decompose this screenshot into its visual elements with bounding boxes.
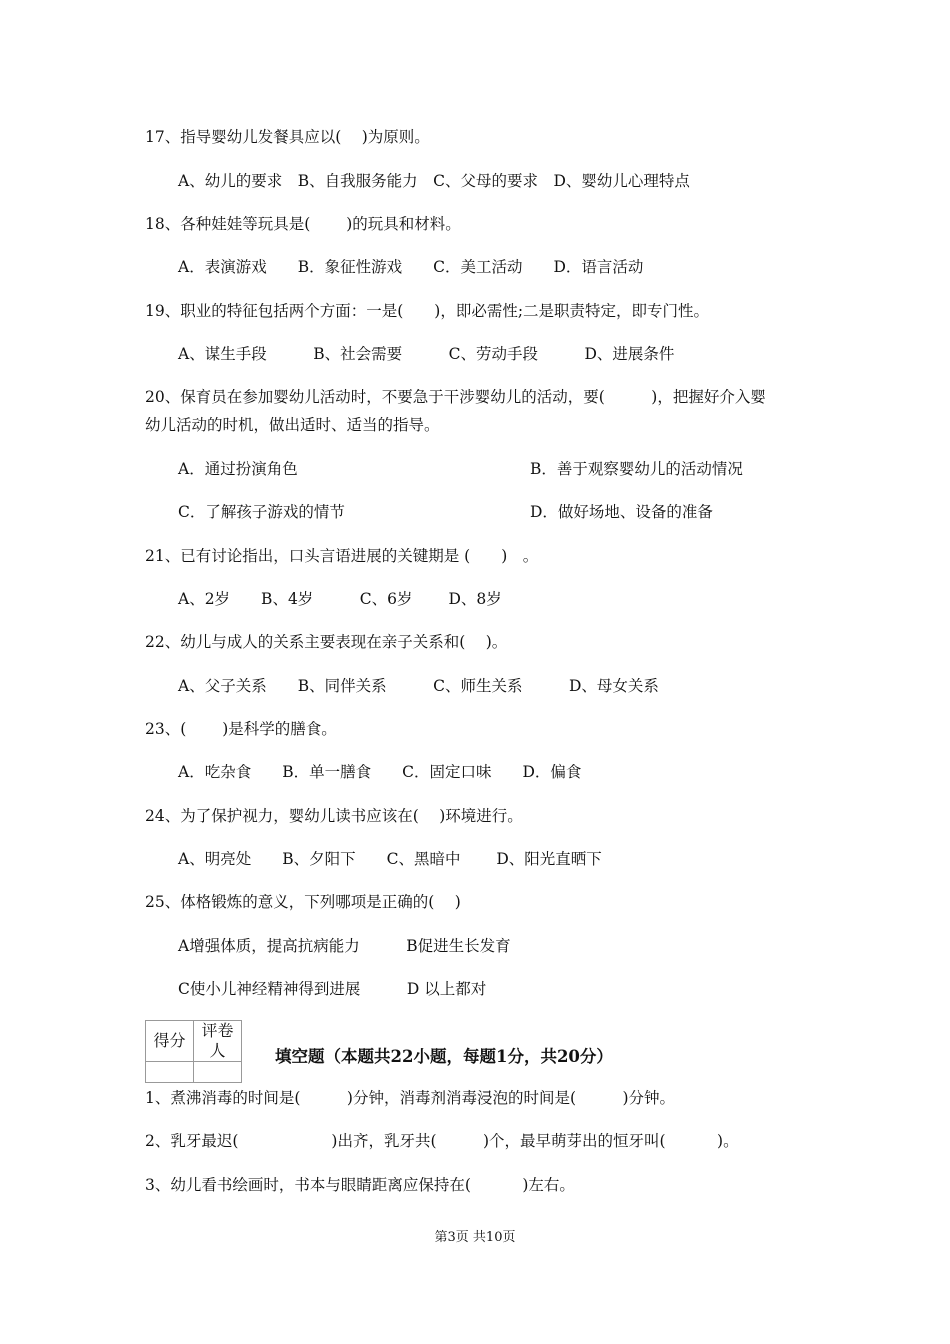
question-17-options: A、幼儿的要求 B、自我服务能力 C、父母的要求 D、婴幼儿心理特点 bbox=[178, 172, 690, 190]
question-25-options-row1: A增强体质，提高抗病能力 B促进生长发育 bbox=[178, 937, 511, 955]
grader-cell bbox=[194, 1062, 242, 1083]
question-20-continued: 幼儿活动的时机，做出适时、适当的指导。 bbox=[145, 416, 440, 434]
question-18-options: A．表演游戏 B．象征性游戏 C．美工活动 D．语言活动 bbox=[178, 258, 644, 276]
fill-question-2: 2、乳牙最迟( )出齐，乳牙共( )个，最早萌芽出的恒牙叫( )。 bbox=[145, 1132, 739, 1150]
question-21: 21、已有讨论指出，口头言语进展的关键期是 ( ) 。 bbox=[145, 547, 539, 565]
section-title: 填空题（本题共22小题，每题1分，共20分） bbox=[275, 1047, 613, 1066]
question-19-options: A、谋生手段 B、社会需要 C、劳动手段 D、进展条件 bbox=[178, 345, 675, 363]
question-20-option-c: C．了解孩子游戏的情节 bbox=[178, 503, 345, 521]
question-23: 23、( )是科学的膳食。 bbox=[145, 720, 337, 738]
question-18: 18、各种娃娃等玩具是( )的玩具和材料。 bbox=[145, 215, 461, 233]
question-20-option-d: D．做好场地、设备的准备 bbox=[530, 503, 713, 521]
question-22-options: A、父子关系 B、同伴关系 C、师生关系 D、母女关系 bbox=[178, 677, 659, 695]
question-23-options: A．吃杂食 B．单一膳食 C．固定口味 D．偏食 bbox=[178, 763, 582, 781]
question-20-option-b: B．善于观察婴幼儿的活动情况 bbox=[530, 460, 743, 478]
score-header: 得分 bbox=[146, 1021, 194, 1062]
question-24-options: A、明亮处 B、夕阳下 C、黑暗中 D、阳光直晒下 bbox=[178, 850, 602, 868]
score-cell bbox=[146, 1062, 194, 1083]
question-19: 19、职业的特征包括两个方面：一是( )，即必需性;二是职责特定，即专门性。 bbox=[145, 302, 710, 320]
score-table bbox=[145, 1020, 242, 1083]
question-25: 25、体格锻炼的意义，下列哪项是正确的( ) bbox=[145, 893, 461, 911]
question-22: 22、幼儿与成人的关系主要表现在亲子关系和( )。 bbox=[145, 633, 508, 651]
page-footer: 第3页 共10页 bbox=[434, 1230, 516, 1245]
question-17: 17、指导婴幼儿发餐具应以( )为原则。 bbox=[145, 128, 430, 146]
question-21-options: A、2岁 B、4岁 C、6岁 D、8岁 bbox=[178, 590, 502, 608]
question-20-option-a: A．通过扮演角色 bbox=[178, 460, 298, 478]
question-24: 24、为了保护视力，婴幼儿读书应该在( )环境进行。 bbox=[145, 807, 523, 825]
question-25-options-row2: C使小儿神经精神得到进展 D 以上都对 bbox=[178, 980, 487, 998]
question-20: 20、保育员在参加婴幼儿活动时，不要急于干涉婴幼儿的活动，要( )，把握好介入婴 bbox=[145, 388, 766, 406]
fill-question-1: 1、煮沸消毒的时间是( )分钟，消毒剂消毒浸泡的时间是( )分钟。 bbox=[145, 1089, 676, 1107]
grader-header: 评卷人 bbox=[194, 1021, 242, 1062]
fill-question-3: 3、幼儿看书绘画时，书本与眼睛距离应保持在( )左右。 bbox=[145, 1176, 575, 1194]
